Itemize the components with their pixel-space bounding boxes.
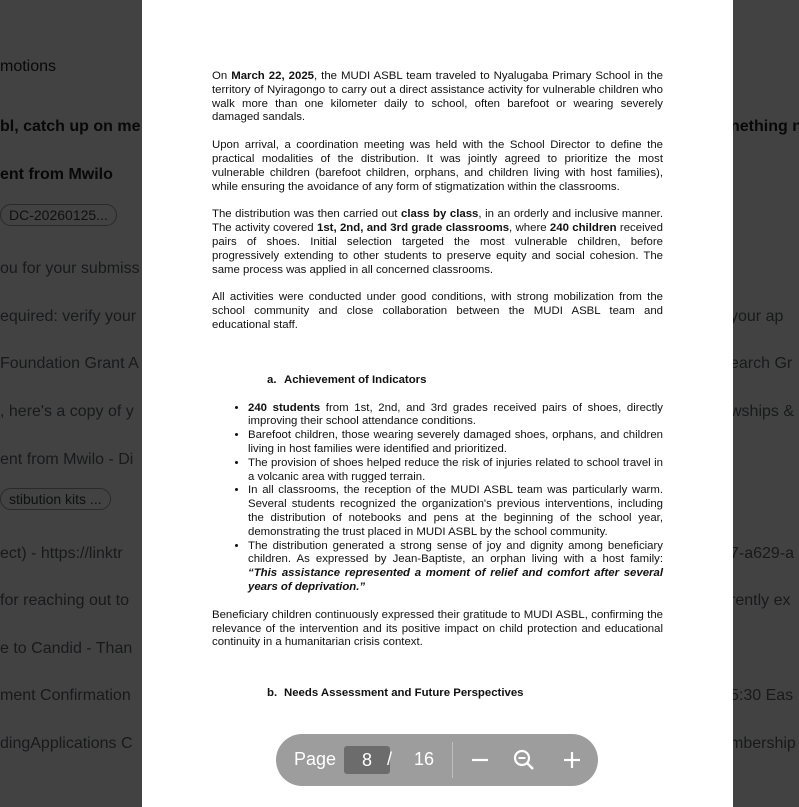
section-a-heading: a. Achievement of Indicators <box>267 373 427 386</box>
paragraph-coordination: Upon arrival, a coordination meeting was held with the School Director to define the practical modalities of the distribution. It was jointly agreed to prioritize the most vulnerable children (barefoot children, orphans, and children living with host families), while ensuring the avoidance of any form of stigmatization within the classrooms. <box>212 139 663 193</box>
magnifier-icon <box>510 746 538 774</box>
toolbar-divider <box>452 742 453 778</box>
list-item: • 240 students from 1st, 2nd, and 3rd grades received pairs of shoes, directly improving their school attendance conditions. <box>248 402 663 430</box>
page-label: Page <box>294 749 337 769</box>
zoom-in-button[interactable] <box>558 746 586 774</box>
minus-icon <box>466 746 494 774</box>
plus-icon <box>558 746 586 774</box>
pdf-page <box>142 0 733 807</box>
total-pages: 16 <box>414 749 435 769</box>
pdf-page-toolbar <box>276 734 598 786</box>
page-number-input[interactable]: 8 <box>344 746 390 774</box>
page-separator: / <box>387 749 393 769</box>
zoom-out-button[interactable] <box>466 746 494 774</box>
zoom-fit-button[interactable] <box>510 746 538 774</box>
paragraph-intro: On March 22, 2025, the MUDI ASBL team traveled to Nyalugaba Primary School in the territory of Nyiragongo to carry out a direct assistance activity for vulnerable children who walk more than one kilometer daily to school, often barefoot or wearing severely damaged sandals. <box>212 70 663 124</box>
paragraph-gratitude: Beneficiary children continuously expressed their gratitude to MUDI ASBL, confirming the relevance of the intervention and its positive impact on child protection and educational continuity in a humanitarian crisis context. <box>212 608 663 649</box>
list-item: • In all classrooms, the reception of the MUDI ASBL team was particularly warm. Several students recognized the organization's previous interventions, including the distribution of notebooks and pens at the beginning of the school year, demonstrating the trust placed in MUDI ASBL by the school community. <box>248 484 663 539</box>
list-item: • The provision of shoes helped reduce the risk of injuries related to school travel in a volcanic area with rugged terrain. <box>248 457 663 485</box>
pdf-page-content <box>212 70 663 701</box>
indicator-list <box>212 402 663 595</box>
list-item: • Barefoot children, those wearing severely damaged shoes, orphans, and children living in host families were identified and prioritized. <box>248 429 663 457</box>
paragraph-conditions: All activities were conducted under good conditions, with strong mobilization from the school community and close collaboration between the MUDI ASBL team and educational staff. <box>212 291 663 331</box>
paragraph-distribution: The distribution was then carried out class by class, in an orderly and inclusive manner. The activity covered 1st, 2nd, and 3rd grade classrooms, where 240 children received pairs of shoes. Initial selection targeted the most vulnerable children, before progressively extending to other students to preserve equity and social cohesion. The same process was applied in all concerned classrooms. <box>212 208 663 276</box>
list-item: • The distribution generated a strong sense of joy and dignity among beneficiary children. As expressed by Jean-Baptiste, an orphan living with a host family: “This assistance represented a moment of relief and comfort after several years of deprivation.” <box>248 540 663 595</box>
section-b-heading: b. Needs Assessment and Future Perspectives <box>267 687 524 700</box>
